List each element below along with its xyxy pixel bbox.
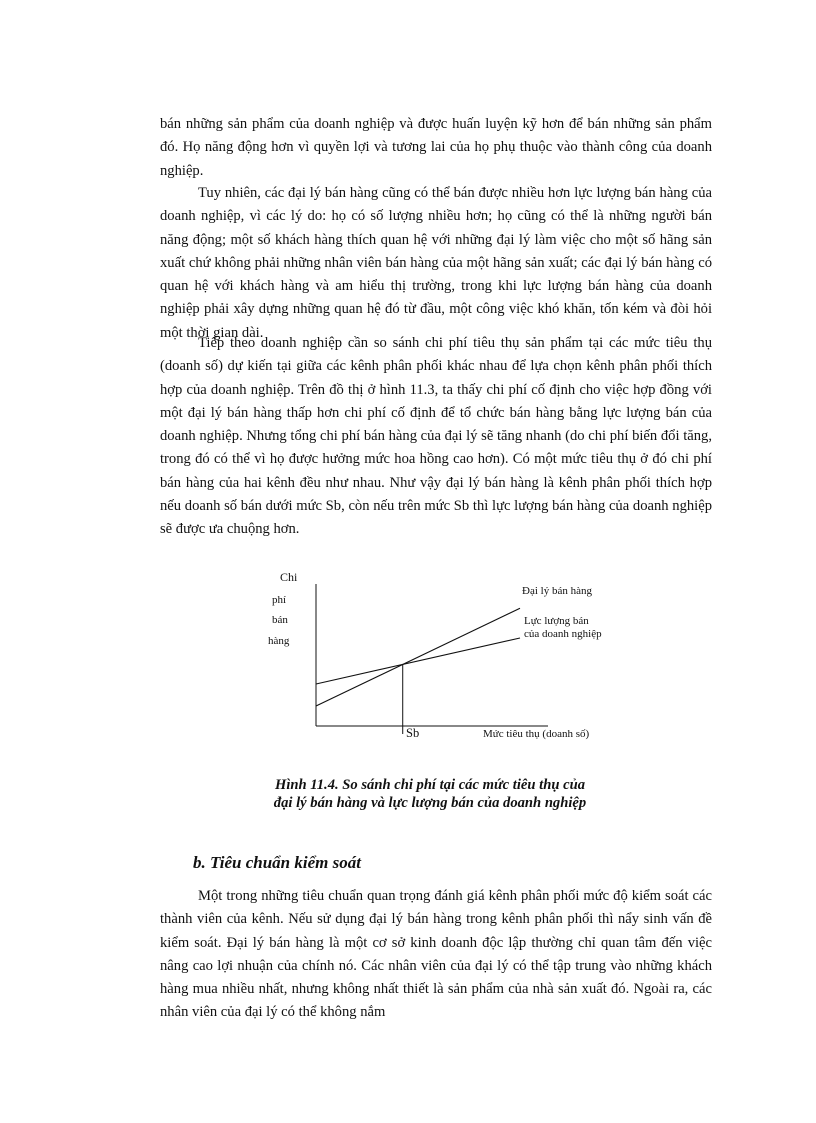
figure-caption-line-2: đại lý bán hàng và lực lượng bán của doanh nghiệp <box>273 795 587 811</box>
figure-caption-line-1: Hình 11.4. So sánh chi phí tại các mức tiêu thụ của <box>274 777 585 793</box>
cost-comparison-figure <box>250 560 650 750</box>
section-heading: b. Tiêu chuẩn kiểm soát <box>193 853 361 872</box>
series-label-luc-luong-ban-line-2: của doanh nghiệp <box>524 628 602 640</box>
series-label-dai-ly: Đại lý bán hàng <box>522 585 592 597</box>
y-axis-label-line-3: bán <box>272 614 288 626</box>
y-axis-label-line-4: hàng <box>268 635 290 647</box>
cost-chart <box>250 560 650 750</box>
paragraph-1: bán những sản phẩm của doanh nghiệp và được huấn luyện kỹ hơn để bán những sản phẩm đó. Họ năng động hơn vì quyền lợi và tương lai của họ phụ thuộc vào thành công của doanh nghiệp. <box>160 116 712 179</box>
paragraph-2: Tuy nhiên, các đại lý bán hàng cũng có thể bán được nhiều hơn lực lượng bán hàng của doanh nghiệp, vì các lý do: họ có số lượng nhiều hơn; họ cũng có thể là những người bán năng động; một số khách hàng thích quan hệ với những đại lý làm việc cho một số hãng sản xuất chứ không phải những nhân viên bán hàng của một hãng sản xuất; các đại lý bán hàng có quan hệ với khách hàng và am hiểu thị trường, trong khi lực lượng bán hàng của doanh nghiệp phải xây dựng những quan hệ đó từ đầu, một công việc khó khăn, tốn kém và đòi hỏi một thời gian dài. <box>160 185 712 341</box>
figure-caption <box>200 776 660 812</box>
y-axis-label-line-1: Chi <box>280 570 298 584</box>
series-line-dai-ly <box>316 608 520 706</box>
paragraph-3: Tiếp theo doanh nghiệp cần so sánh chi phí tiêu thụ sản phẩm tại các mức tiêu thụ (doanh số) dự kiến tại giữa các kênh phân phối khác nhau để lựa chọn kênh phân phối thích hợp của doanh nghiệp. Trên đồ thị ở hình 11.3, ta thấy chi phí cố định cho việc hợp đồng với một đại lý bán hàng thấp hơn chi phí cố định để tổ chức bán hàng bằng lực lượng bán của doanh nghiệp. Nhưng tổng chi phí bán hàng của đại lý sẽ tăng nhanh (do chi phí biến đổi tăng, trong đó có thể vì họ được hưởng mức hoa hồng cao hơn). Có một mức tiêu thụ ở đó chi phí bán hàng của hai kênh đều như nhau. Như vậy đại lý bán hàng là kênh phân phối thích hợp nếu doanh số bán dưới mức Sb, còn nếu trên mức Sb thì lực lượng bán hàng của doanh nghiệp sẽ được ưa chuộng hơn. <box>160 335 712 538</box>
series-line-luc-luong-ban <box>316 638 520 684</box>
series-label-luc-luong-ban-line-1: Lực lượng bán <box>524 615 589 627</box>
paragraph-4: Một trong những tiêu chuẩn quan trọng đánh giá kênh phân phối mức độ kiểm soát các thành viên của kênh. Nếu sử dụng đại lý bán hàng trong kênh phân phối thì nẩy sinh vấn đề kiểm soát. Đại lý bán hàng là một cơ sở kinh doanh độc lập thường chỉ quan tâm đến việc nâng cao lợi nhuận của chính nó. Các nhân viên của đại lý có thể tập trung vào những khách hàng mua nhiều nhất, nhưng không nhất thiết là sản phẩm của nhà sản xuất đó. Ngoài ra, các nhân viên của đại lý có thể không nắm <box>160 888 712 1021</box>
y-axis-label-line-2: phí <box>272 594 287 606</box>
x-axis-label: Mức tiêu thụ (doanh số) <box>483 728 590 740</box>
sb-label: Sb <box>406 726 420 740</box>
